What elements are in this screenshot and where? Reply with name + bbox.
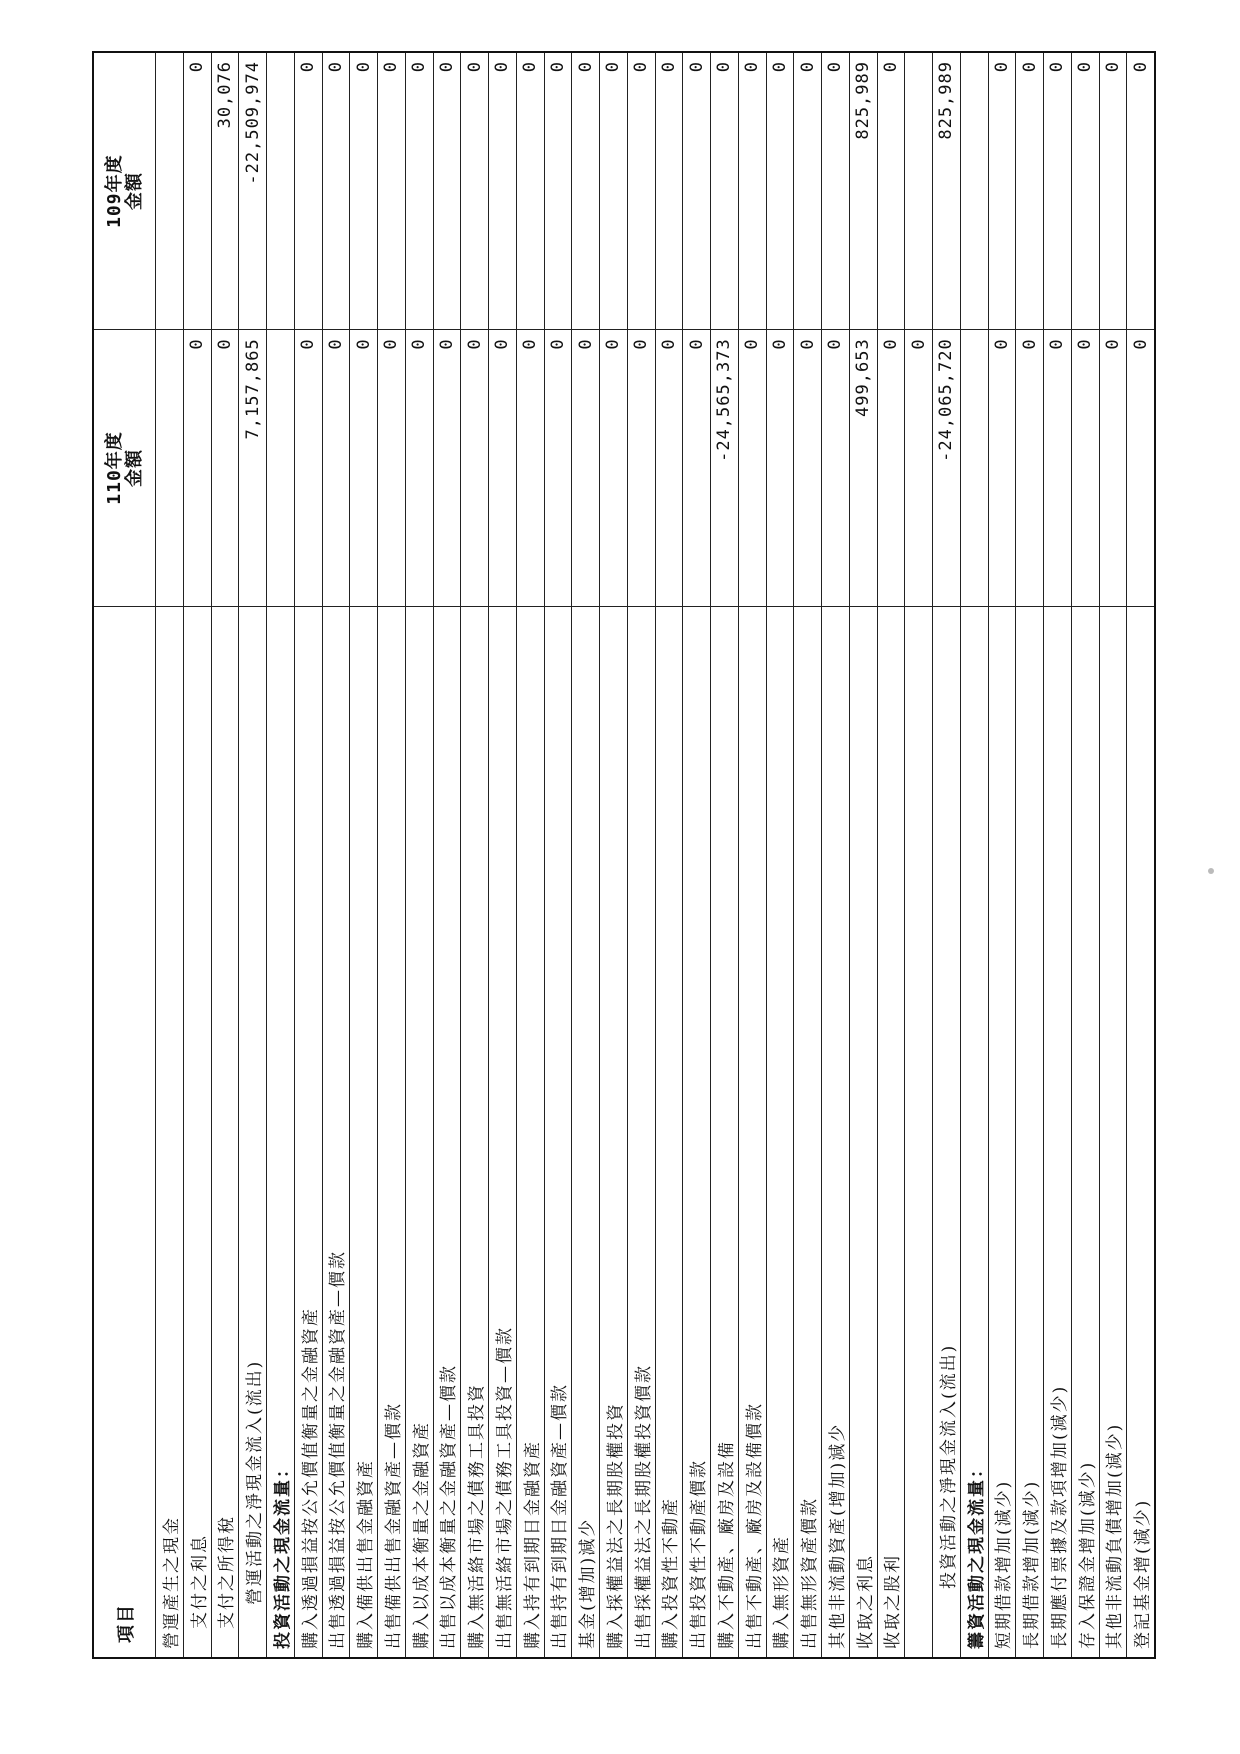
row-label: 營運產生之現金 <box>156 606 183 1657</box>
row-label: 購入持有到期日金融資產 <box>517 606 544 1657</box>
header-item: 項目 <box>94 606 155 1657</box>
amount-109: 0 <box>492 61 513 73</box>
header-110-year: 110年度 <box>103 431 125 505</box>
table-row <box>794 53 822 1657</box>
amount-109: -22,509,974 <box>242 61 263 185</box>
amount-109: 0 <box>381 61 402 73</box>
table-row <box>184 53 212 1657</box>
amount-110: 0 <box>212 329 239 605</box>
table-row <box>434 53 462 1657</box>
amount-110: 0 <box>794 329 821 605</box>
row-label: 出售以成本衡量之金融資產—價款 <box>434 606 461 1657</box>
amount-109: 825,989 <box>936 61 957 140</box>
row-label: 購入備供出售金融資產 <box>350 606 377 1657</box>
table-row <box>683 53 711 1657</box>
amount-109: 0 <box>825 61 846 73</box>
table-row <box>933 53 961 1657</box>
table-row <box>822 53 850 1657</box>
table-row <box>323 53 351 1657</box>
header-109 <box>94 53 155 329</box>
amount-109: 0 <box>547 61 568 73</box>
row-label: 其他非流動資產(增加)減少 <box>822 606 849 1657</box>
row-label: 長期應付票據及款項增加(減少) <box>1044 606 1071 1657</box>
amount-109: 0 <box>520 61 541 73</box>
amount-109 <box>267 53 294 329</box>
row-label: 出售不動產、廠房及設備價款 <box>739 606 766 1657</box>
amount-110: 0 <box>350 329 377 605</box>
amount-110: 0 <box>406 329 433 605</box>
amount-110: 0 <box>1127 329 1154 605</box>
row-label: 出售投資性不動產價款 <box>683 606 710 1657</box>
amount-110: 0 <box>489 329 516 605</box>
amount-109: 0 <box>298 61 319 73</box>
table-header-row <box>94 53 156 1657</box>
row-label: 支付之利息 <box>184 606 211 1657</box>
amount-110: 499,653 <box>850 329 877 605</box>
amount-109: 0 <box>1019 61 1040 73</box>
amount-109: 0 <box>631 61 652 73</box>
amount-109: 0 <box>991 61 1012 73</box>
row-label: 出售備供出售金融資產—價款 <box>378 606 405 1657</box>
row-label: 籌資活動之現金流量： <box>961 606 988 1657</box>
amount-110: 0 <box>295 329 322 605</box>
table-row <box>989 53 1017 1657</box>
row-label: 購入無活絡市場之債務工具投資 <box>461 606 488 1657</box>
row-label: 出售無形資產價款 <box>794 606 821 1657</box>
amount-109: 0 <box>575 61 596 73</box>
amount-110: 0 <box>905 329 932 605</box>
row-label: 短期借款增加(減少) <box>989 606 1016 1657</box>
amount-110: 0 <box>1016 329 1043 605</box>
row-label: 出售持有到期日金融資產—價款 <box>545 606 572 1657</box>
amount-109: 0 <box>1130 61 1151 73</box>
amount-110: 0 <box>434 329 461 605</box>
row-label: 出售透過損益按公允價值衡量之金融資產—價款 <box>323 606 350 1657</box>
row-label: 購入無形資產 <box>767 606 794 1657</box>
amount-110: 0 <box>683 329 710 605</box>
table-row <box>461 53 489 1657</box>
amount-109: 30,076 <box>214 61 235 129</box>
row-label: 投資活動之現金流量： <box>267 606 294 1657</box>
table-row <box>850 53 878 1657</box>
row-label: 投資活動之淨現金流入(流出) <box>933 606 960 1657</box>
table-row <box>406 53 434 1657</box>
table-row <box>878 53 906 1657</box>
amount-110: 0 <box>767 329 794 605</box>
amount-109: 0 <box>1075 61 1096 73</box>
amount-110: 0 <box>628 329 655 605</box>
table-row <box>961 53 989 1657</box>
table-row <box>711 53 739 1657</box>
amount-110: 0 <box>378 329 405 605</box>
amount-110: -24,565,373 <box>711 329 738 605</box>
row-label: 支付之所得稅 <box>212 606 239 1657</box>
table-row <box>350 53 378 1657</box>
amount-109: 0 <box>797 61 818 73</box>
table-row <box>656 53 684 1657</box>
row-label: 收取之利息 <box>850 606 877 1657</box>
amount-110: 0 <box>989 329 1016 605</box>
amount-110 <box>156 329 183 605</box>
amount-110: 0 <box>184 329 211 605</box>
table-row <box>212 53 240 1657</box>
row-label: 其他非流動負債增加(減少) <box>1100 606 1127 1657</box>
table-row <box>156 53 184 1657</box>
header-110 <box>94 329 155 605</box>
row-label: 購入採權益法之長期股權投資 <box>600 606 627 1657</box>
row-label: 購入投資性不動產 <box>656 606 683 1657</box>
row-label: 出售無活絡市場之債務工具投資—價款 <box>489 606 516 1657</box>
amount-110: 0 <box>1072 329 1099 605</box>
row-label: 出售採權益法之長期股權投資價款 <box>628 606 655 1657</box>
table-row <box>489 53 517 1657</box>
row-label: 營運活動之淨現金流入(流出) <box>239 606 266 1657</box>
amount-109 <box>905 53 932 329</box>
table-row <box>545 53 573 1657</box>
table-row <box>739 53 767 1657</box>
amount-110: 0 <box>878 329 905 605</box>
table-row <box>1127 53 1154 1657</box>
amount-110 <box>267 329 294 605</box>
table-row <box>267 53 295 1657</box>
amount-110: 0 <box>656 329 683 605</box>
amount-110: 0 <box>323 329 350 605</box>
amount-110: 0 <box>822 329 849 605</box>
amount-109: 0 <box>880 61 901 73</box>
scan-speck <box>1208 868 1214 874</box>
amount-110: 0 <box>545 329 572 605</box>
table-row <box>767 53 795 1657</box>
amount-109: 0 <box>187 61 208 73</box>
row-label: 購入以成本衡量之金融資產 <box>406 606 433 1657</box>
amount-110: 0 <box>739 329 766 605</box>
table-row <box>572 53 600 1657</box>
amount-109: 0 <box>658 61 679 73</box>
row-label: 收取之股利 <box>878 606 905 1657</box>
amount-109: 0 <box>742 61 763 73</box>
row-label: 登記基金增(減少) <box>1127 606 1154 1657</box>
amount-109: 0 <box>464 61 485 73</box>
amount-109: 0 <box>686 61 707 73</box>
amount-109: 825,989 <box>853 61 874 140</box>
table-row <box>295 53 323 1657</box>
table-row <box>1016 53 1044 1657</box>
cash-flow-table <box>92 51 1156 1659</box>
amount-110: 0 <box>600 329 627 605</box>
amount-109: 0 <box>1047 61 1068 73</box>
row-label: 存入保證金增加(減少) <box>1072 606 1099 1657</box>
table-row <box>905 53 933 1657</box>
amount-109: 0 <box>436 61 457 73</box>
amount-110: -24,065,720 <box>933 329 960 605</box>
amount-110: 0 <box>1100 329 1127 605</box>
table-row <box>1072 53 1100 1657</box>
table-row <box>1100 53 1128 1657</box>
row-label: 長期借款增加(減少) <box>1016 606 1043 1657</box>
amount-109: 0 <box>603 61 624 73</box>
amount-109: 0 <box>714 61 735 73</box>
row-label: 購入透過損益按公允價值衡量之金融資產 <box>295 606 322 1657</box>
amount-110: 0 <box>1044 329 1071 605</box>
table-row <box>378 53 406 1657</box>
amount-110: 7,157,865 <box>239 329 266 605</box>
header-110-amount: 金額 <box>123 448 145 487</box>
header-109-year: 109年度 <box>103 154 125 228</box>
amount-109: 0 <box>409 61 430 73</box>
table-row <box>600 53 628 1657</box>
amount-109 <box>961 53 988 329</box>
table-row <box>517 53 545 1657</box>
amount-109: 0 <box>1102 61 1123 73</box>
amount-110: 0 <box>461 329 488 605</box>
amount-110: 0 <box>572 329 599 605</box>
header-109-amount: 金額 <box>123 172 145 211</box>
amount-110: 0 <box>517 329 544 605</box>
amount-109: 0 <box>325 61 346 73</box>
amount-109: 0 <box>769 61 790 73</box>
table-row <box>1044 53 1072 1657</box>
row-label: 基金(增加)減少 <box>572 606 599 1657</box>
table-row <box>239 53 267 1657</box>
row-label: 購入不動產、廠房及設備 <box>711 606 738 1657</box>
row-label <box>905 606 932 1657</box>
amount-109 <box>156 53 183 329</box>
amount-109: 0 <box>353 61 374 73</box>
table-row <box>628 53 656 1657</box>
amount-110 <box>961 329 988 605</box>
